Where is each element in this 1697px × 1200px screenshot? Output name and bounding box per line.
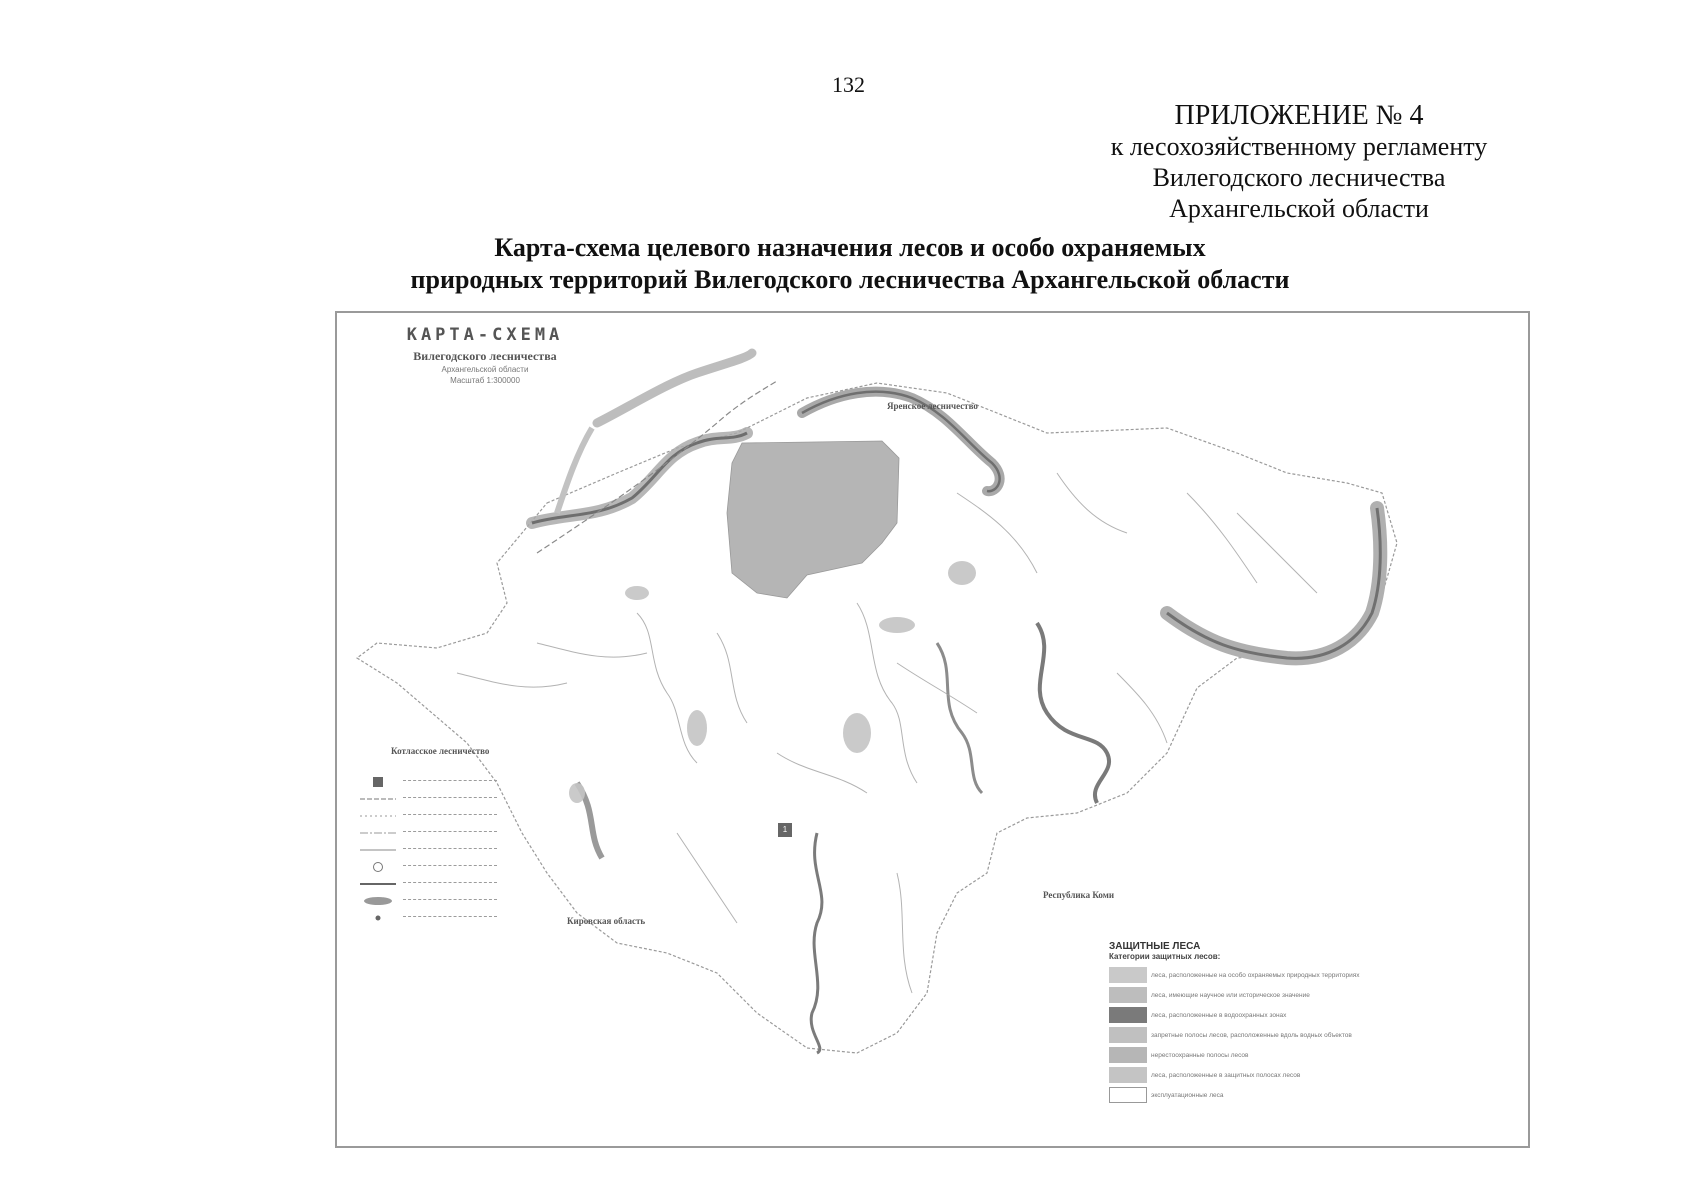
legend-item — [1109, 1027, 1519, 1043]
legend-item-label: леса, имеющие научное или историческое значение — [1151, 991, 1310, 999]
appendix-line-3: Архангельской области — [1169, 194, 1429, 223]
legend-small-row — [357, 875, 497, 892]
region-label-south: Кировская область — [567, 916, 646, 926]
region-label-north: Яренское лесничество — [887, 401, 978, 411]
legend-item — [1109, 1047, 1519, 1063]
map-header-scale: Масштаб 1:300000 — [450, 376, 520, 385]
map-frame — [335, 311, 1530, 1148]
legend-item-label: леса, расположенные в защитных полосах лесов — [1151, 1071, 1301, 1079]
document-title — [180, 232, 1520, 296]
legend-subtitle: Категории защитных лесов: — [1109, 952, 1221, 961]
legend-swatch — [1109, 1087, 1147, 1103]
legend-small-row — [357, 807, 497, 824]
legend-small-row — [357, 892, 497, 909]
document-title-line-1: Карта-схема целевого назначения лесов и особо охраняемых — [494, 233, 1206, 262]
legend-swatch — [1109, 967, 1147, 983]
legend-item — [1109, 1067, 1519, 1083]
legend-small-row — [357, 909, 497, 926]
legend-swatch — [1109, 1067, 1147, 1083]
legend — [1109, 941, 1519, 1107]
legend-swatch — [1109, 1027, 1147, 1043]
legend-swatch — [1109, 987, 1147, 1003]
map-header-title: КАРТА-СХЕМА — [406, 325, 564, 345]
legend-small — [357, 773, 497, 926]
legend-title: ЗАЩИТНЫЕ ЛЕСА — [1109, 941, 1201, 952]
legend-small-row — [357, 858, 497, 875]
legend-item-label: эксплуатационные леса — [1151, 1091, 1224, 1099]
legend-item-label: леса, расположенные в водоохранных зонах — [1151, 1011, 1287, 1019]
inner-marker: 1 — [778, 823, 792, 837]
legend-item-label: запретные полосы лесов, расположенные вдоль водных объектов — [1151, 1031, 1352, 1039]
legend-small-row — [357, 790, 497, 807]
legend-item — [1109, 1087, 1519, 1103]
legend-swatch — [1109, 1007, 1147, 1023]
legend-small-row — [357, 824, 497, 841]
legend-item — [1109, 1007, 1519, 1023]
appendix-block — [1019, 100, 1579, 224]
legend-swatch — [1109, 1047, 1147, 1063]
legend-item — [1109, 967, 1519, 983]
region-label-west: Котласское лесничество — [391, 746, 490, 756]
appendix-line-1: к лесохозяйственному регламенту — [1110, 132, 1488, 161]
legend-item — [1109, 987, 1519, 1003]
document-title-line-2: природных территорий Вилегодского лесничества Архангельской области — [410, 265, 1290, 294]
region-label-east: Республика Коми — [1043, 890, 1115, 900]
legend-item-label: нерестоохранные полосы лесов — [1151, 1051, 1249, 1059]
legend-item-label: леса, расположенные на особо охраняемых природных территориях — [1151, 971, 1360, 979]
map-header-region: Архангельской области — [441, 365, 529, 374]
appendix-line-2: Вилегодского лесничества — [1152, 163, 1446, 192]
page-number: 132 — [832, 72, 865, 97]
legend-small-row — [357, 841, 497, 858]
appendix-title: ПРИЛОЖЕНИЕ № 4 — [1174, 100, 1424, 131]
map-header-forestry: Вилегодского лесничества — [413, 349, 557, 363]
legend-small-row — [357, 773, 497, 790]
map-header — [351, 323, 619, 386]
